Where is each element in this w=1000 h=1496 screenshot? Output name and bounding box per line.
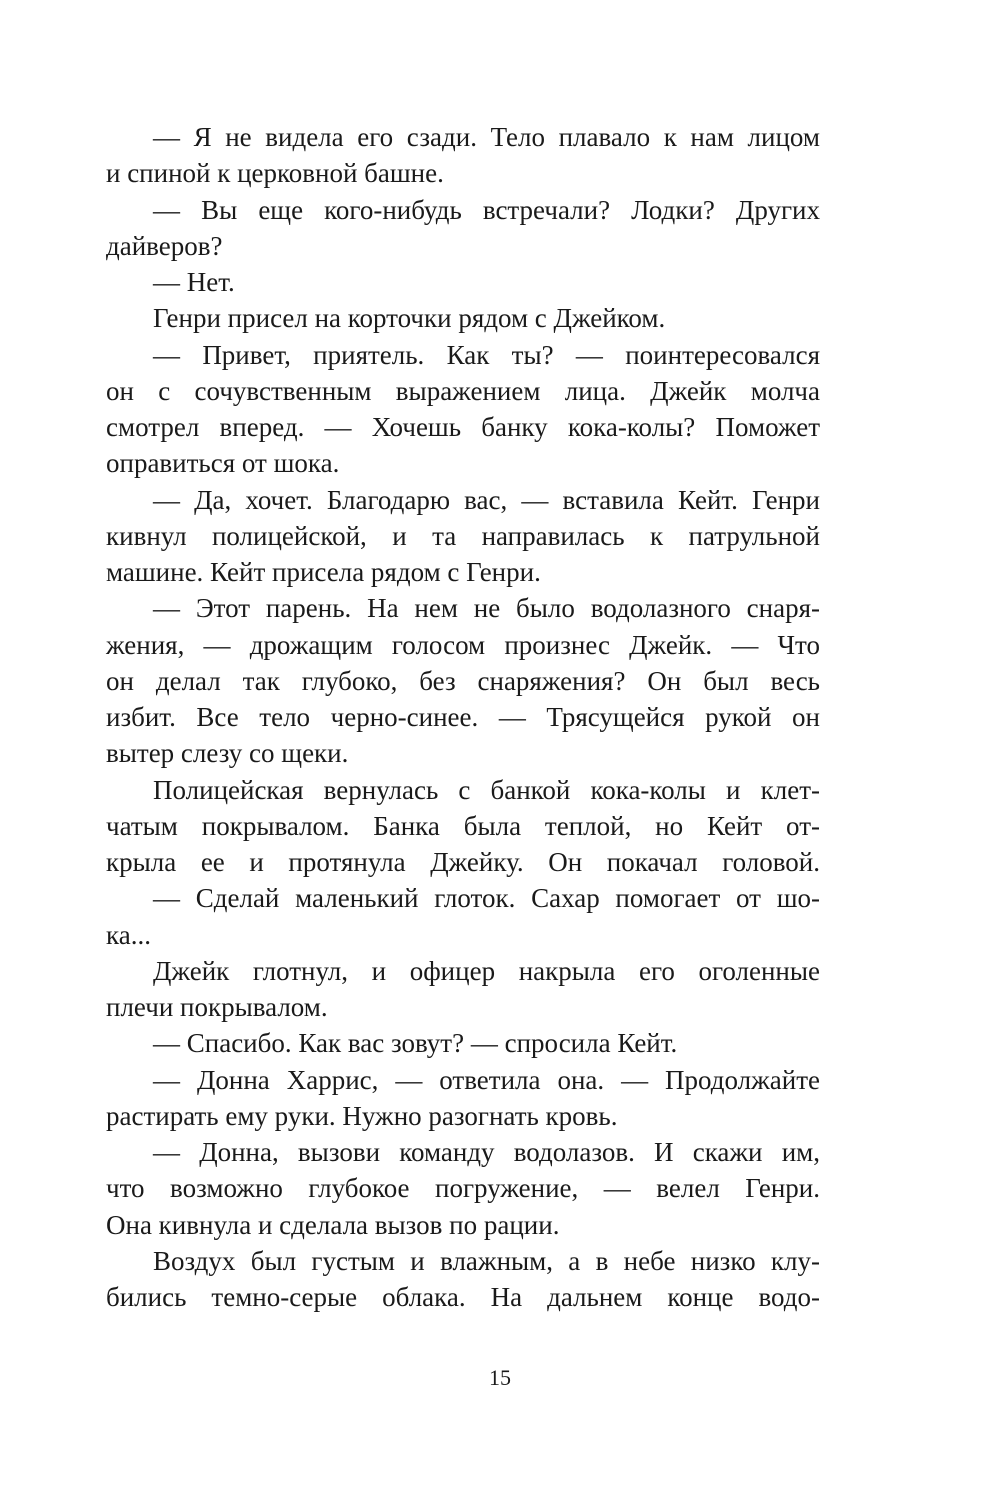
text-line: растирать ему руки. Нужно разогнать кровь. xyxy=(106,1100,618,1131)
text-line: — Этот парень. На нем не было водолазного снаря- xyxy=(153,593,820,624)
text-line: бились темно-серые облака. На дальнем конце водо- xyxy=(106,1282,820,1312)
text-line: он с сочувственным выражением лица. Джейк молча xyxy=(106,375,820,406)
text-line: плечи покрывалом. xyxy=(106,992,328,1022)
text-line: и спиной к церковной башне. xyxy=(106,158,444,189)
text-line: — Я не видела его сзади. Тело плавало к нам лицом xyxy=(153,122,820,152)
text-line: — Донна Харрис, — ответила она. — Продолжайте xyxy=(153,1064,820,1095)
text-line: дайверов? xyxy=(106,230,223,261)
text-line: что возможно глубокое погружение, — велел Генри. xyxy=(106,1173,820,1204)
text-line: Она кивнула и сделала вызов по рации. xyxy=(106,1209,560,1240)
body-text xyxy=(106,119,820,1315)
text-line: — Донна, вызови команду водолазов. И скажи им, xyxy=(153,1137,820,1167)
page-number: 15 xyxy=(489,1365,511,1390)
text-line: чатым покрывалом. Банка была теплой, но Кейт от- xyxy=(106,810,820,841)
text-line: крыла ее и протянула Джейку. Он покачал головой. xyxy=(106,847,820,877)
text-line: — Нет. xyxy=(153,267,235,297)
text-line: Джейк глотнул, и офицер накрыла его оголенные xyxy=(153,955,820,986)
text-line: — Сделай маленький глоток. Сахар помогает от шо- xyxy=(153,883,820,914)
text-line: — Вы еще кого-нибудь встречали? Лодки? Других xyxy=(153,194,820,225)
text-line: — Спасибо. Как вас зовут? — спросила Кейт. xyxy=(153,1028,678,1059)
text-line: кивнул полицейской, и та направилась к патрульной xyxy=(106,520,820,551)
text-line: ка... xyxy=(106,919,151,950)
text-line: машине. Кейт присела рядом с Генри. xyxy=(106,557,541,587)
text-line: Генри присел на корточки рядом с Джейком. xyxy=(153,303,666,334)
text-line: Полицейская вернулась с банкой кока-колы и клет- xyxy=(153,774,820,805)
text-line: смотрел вперед. — Хочешь банку кока-колы? Поможет xyxy=(106,412,820,442)
text-line: — Да, хочет. Благодарю вас, — вставила Кейт. Генри xyxy=(153,484,820,515)
text-line: — Привет, приятель. Как ты? — поинтересовался xyxy=(153,339,820,370)
text-line: он делал так глубоко, без снаряжения? Он был весь xyxy=(106,665,820,696)
text-line: оправиться от шока. xyxy=(106,448,340,479)
text-line: Воздух был густым и влажным, а в небе низко клу- xyxy=(153,1245,820,1276)
text-line: жения, — дрожащим голосом произнес Джейк. — Что xyxy=(106,629,820,660)
text-line: вытер слезу со щеки. xyxy=(106,738,349,769)
text-line: избит. Все тело черно-синее. — Трясущейся рукой он xyxy=(106,702,820,732)
